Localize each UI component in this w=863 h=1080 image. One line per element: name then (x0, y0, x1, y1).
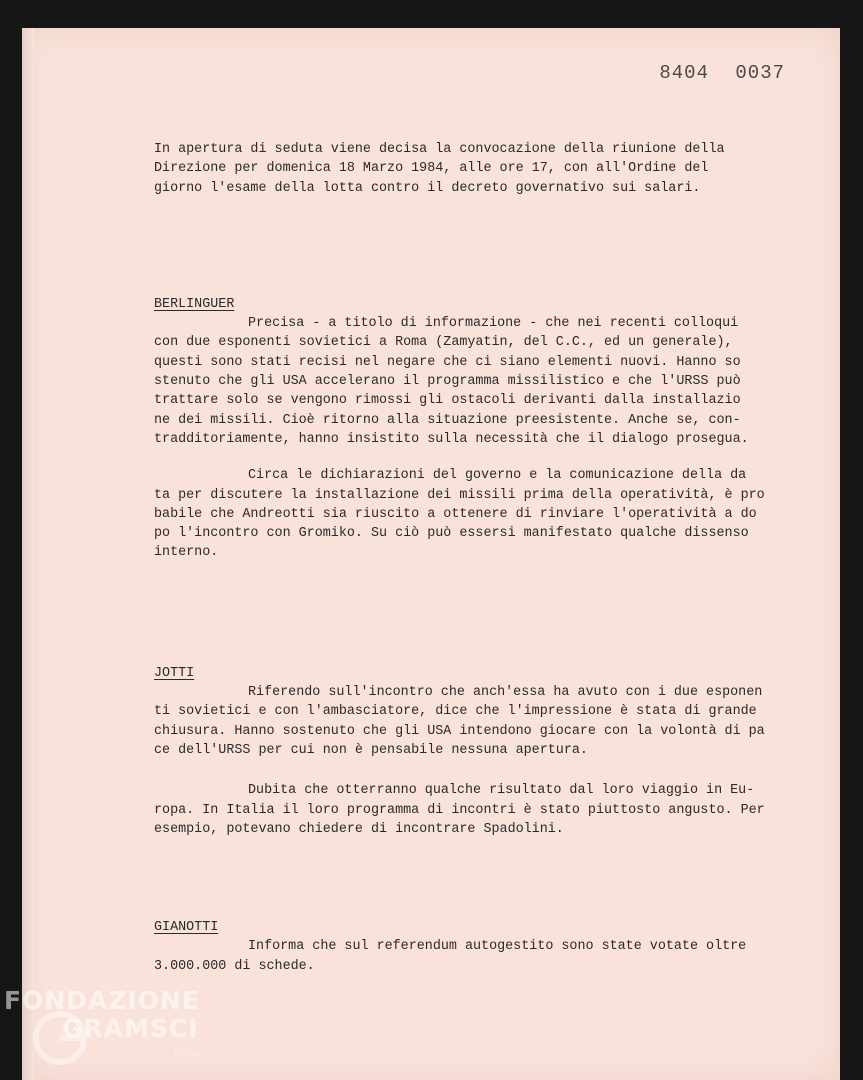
fondazione-gramsci-watermark (4, 986, 224, 1076)
watermark-suffix: onlus (174, 1048, 201, 1059)
watermark-line-2: GRAMSCI (62, 1014, 199, 1043)
gianotti-paragraph-1: Informa che sul referendum autogestito sono state votate oltre 3.000.000 di schede. (154, 939, 747, 974)
page-edge (22, 28, 34, 1080)
speaker-gianotti: GIANOTTI (154, 920, 219, 936)
speaker-jotti: JOTTI (154, 665, 195, 681)
speaker-berlinguer: BERLINGUER (154, 296, 235, 312)
opening-paragraph: In apertura di seduta viene decisa la convocazione della riunione della Direzione per domenica 18 Marzo 1984, alle ore 17, con all'Ordine del giorno l'esame della lotta contro il decreto governativo sui salari. (154, 142, 725, 196)
jotti-paragraph-1: Riferendo sull'incontro che anch'essa ha avuto con i due esponen ti sovietici e con l'ambasciatore, dice che l'impressione è stata di grande chiusura. Hanno sostenuto che gli USA intendono giocare con la volontà di ce dell'URSS per cui non è pensabile nessuna apertura. (154, 685, 763, 758)
watermark-line-1: FONDAZIONE (4, 986, 201, 1015)
jotti-paragraph-2: Dubita che otterranno qualche risultato dal loro viaggio in Eu- ropa. In Italia il loro programma di incontri è stato piuttosto angusto. Per esempio, potevano chiedere di incontrare Spadolini. (154, 783, 765, 837)
berlinguer-paragraph-1: Precisa - a titolo di informazione - che nei recenti colloqui con due esponenti sovietici a Roma (Zamyatin, del C.C., ed un generale), questi sono stati recisi nel negare che ci siano elementi nuovi. Hanno so stenuto che gli USA accelerano il programma missilistico e che l'URSS può trattare solo se vengono rimossi gli ostacoli derivanti dalla installazio ne dei missili. Cioè ritorno alla situazione preesistente. Anche se, con- tradditoriamente, hanno insistito sulla necessità che il dialogo prosegua. (154, 316, 749, 447)
document-body (154, 140, 765, 976)
berlinguer-paragraph-2: Circa le dichiarazioni del governo e la comunicazione della da ta per discutere la installazione dei missili prima della operatività, è pro babile che Andreotti sia riuscito a ottenere di rinviare l'operatività a do po l'incontro con Gromiko. Su ciò può essersi manifestato qualche dissenso interno. (154, 468, 765, 561)
document-number: 8404 0037 (659, 62, 785, 84)
